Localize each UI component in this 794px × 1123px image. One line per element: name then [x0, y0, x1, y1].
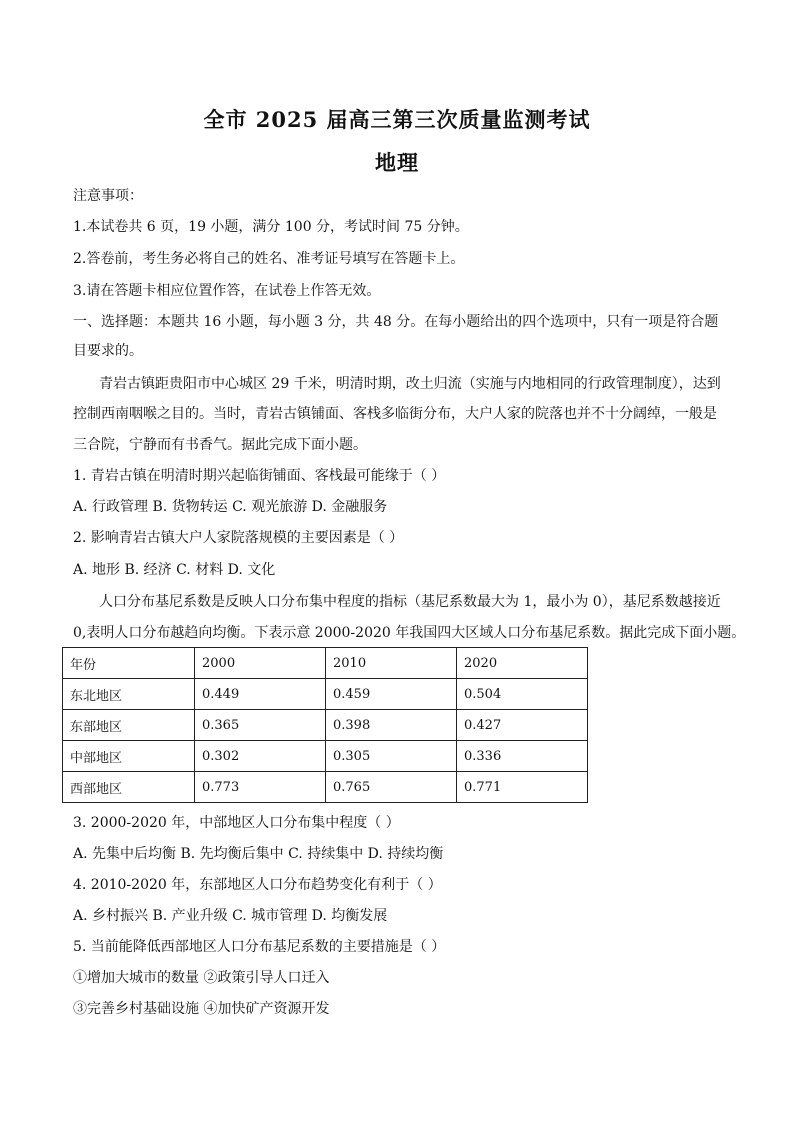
passage1-line2: 控制西南咽喉之目的。当时，青岩古镇铺面、客栈多临街分布，大户人家的院落也并不十分阔绰，一般是 [73, 406, 717, 422]
passage1-line1: 青岩古镇距贵阳市中心城区 29 千米，明清时期，改土归流（实施与内地相同的行政管理制度），达到 [99, 376, 721, 392]
table-row [63, 710, 588, 741]
gini-table [62, 647, 588, 803]
question-5-stem: 5. 当前能降低西部地区人口分布基尼系数的主要措施是（ ） [73, 939, 446, 955]
passage1-line3: 三合院，宁静而有书香气。据此完成下面小题。 [73, 437, 367, 453]
table-header-cell: 2000 [195, 648, 326, 679]
table-cell: 0.336 [457, 741, 588, 772]
section-intro: 一、选择题：本题共 16 小题，每小题 3 分，共 48 分。在每小题给出的四个选项中，只有一项是符合题 [73, 314, 719, 330]
question-3-options: A. 先集中后均衡 B. 先均衡后集中 C. 持续集中 D. 持续均衡 [73, 846, 444, 862]
passage2-line1: 人口分布基尼系数是反映人口分布集中程度的指标（基尼系数最大为 1，最小为 0），基尼系数越接近 [99, 594, 721, 610]
notice-heading: 注意事项： [73, 188, 143, 204]
table-cell: 0.773 [195, 772, 326, 803]
table-header-cell: 年份 [63, 648, 195, 679]
question-2-options: A. 地形 B. 经济 C. 材料 D. 文化 [73, 562, 276, 578]
table-cell: 0.305 [326, 741, 457, 772]
notice-item-3: 3.请在答题卡相应位置作答，在试卷上作答无效。 [73, 283, 381, 299]
notice-item-2: 2.答卷前，考生务必将自己的姓名、准考证号填写在答题卡上。 [73, 251, 465, 267]
table-row [63, 772, 588, 803]
notice-item-1: 1.本试卷共 6 页，19 小题，满分 100 分，考试时间 75 分钟。 [73, 219, 469, 235]
table-row [63, 741, 588, 772]
question-5-choices-1: ①增加大城市的数量 ②政策引导人口迁入 [73, 970, 330, 986]
table-cell: 中部地区 [63, 741, 195, 772]
table-header-cell: 2020 [457, 648, 588, 679]
passage2-line2: 0,表明人口分布越趋向均衡。下表示意 2000-2020 年我国四大区域人口分布基尼系数。据此完成下面小题。 [73, 625, 746, 641]
table-row [63, 679, 588, 710]
table-header-cell: 2010 [326, 648, 457, 679]
question-5-choices-2: ③完善乡村基础设施 ④加快矿产资源开发 [73, 1001, 330, 1017]
table-cell: 0.398 [326, 710, 457, 741]
table-cell: 0.449 [195, 679, 326, 710]
table-cell: 西部地区 [63, 772, 195, 803]
question-3-stem: 3. 2000-2020 年，中部地区人口分布集中程度（ ） [73, 815, 400, 831]
question-1-stem: 1. 青岩古镇在明清时期兴起临街铺面、客栈最可能缘于（ ） [73, 468, 446, 484]
question-2-stem: 2. 影响青岩古镇大户人家院落规模的主要因素是（ ） [73, 530, 404, 546]
exam-title: 全市 2025 届高三第三次质量监测考试 [203, 107, 591, 132]
table-cell: 0.771 [457, 772, 588, 803]
table-cell: 0.427 [457, 710, 588, 741]
table-cell: 0.765 [326, 772, 457, 803]
table-cell: 0.365 [195, 710, 326, 741]
subject-title: 地理 [375, 150, 419, 175]
table-cell: 0.302 [195, 741, 326, 772]
table-cell: 0.504 [457, 679, 588, 710]
table-cell: 东部地区 [63, 710, 195, 741]
table-cell: 0.459 [326, 679, 457, 710]
question-4-stem: 4. 2010-2020 年，东部地区人口分布趋势变化有利于（ ） [73, 877, 442, 893]
table-cell: 东北地区 [63, 679, 195, 710]
question-1-options: A. 行政管理 B. 货物转运 C. 观光旅游 D. 金融服务 [73, 499, 388, 515]
section-intro-cont: 目要求的。 [73, 343, 143, 359]
question-4-options: A. 乡村振兴 B. 产业升级 C. 城市管理 D. 均衡发展 [73, 908, 388, 924]
table-header-row [63, 648, 588, 679]
